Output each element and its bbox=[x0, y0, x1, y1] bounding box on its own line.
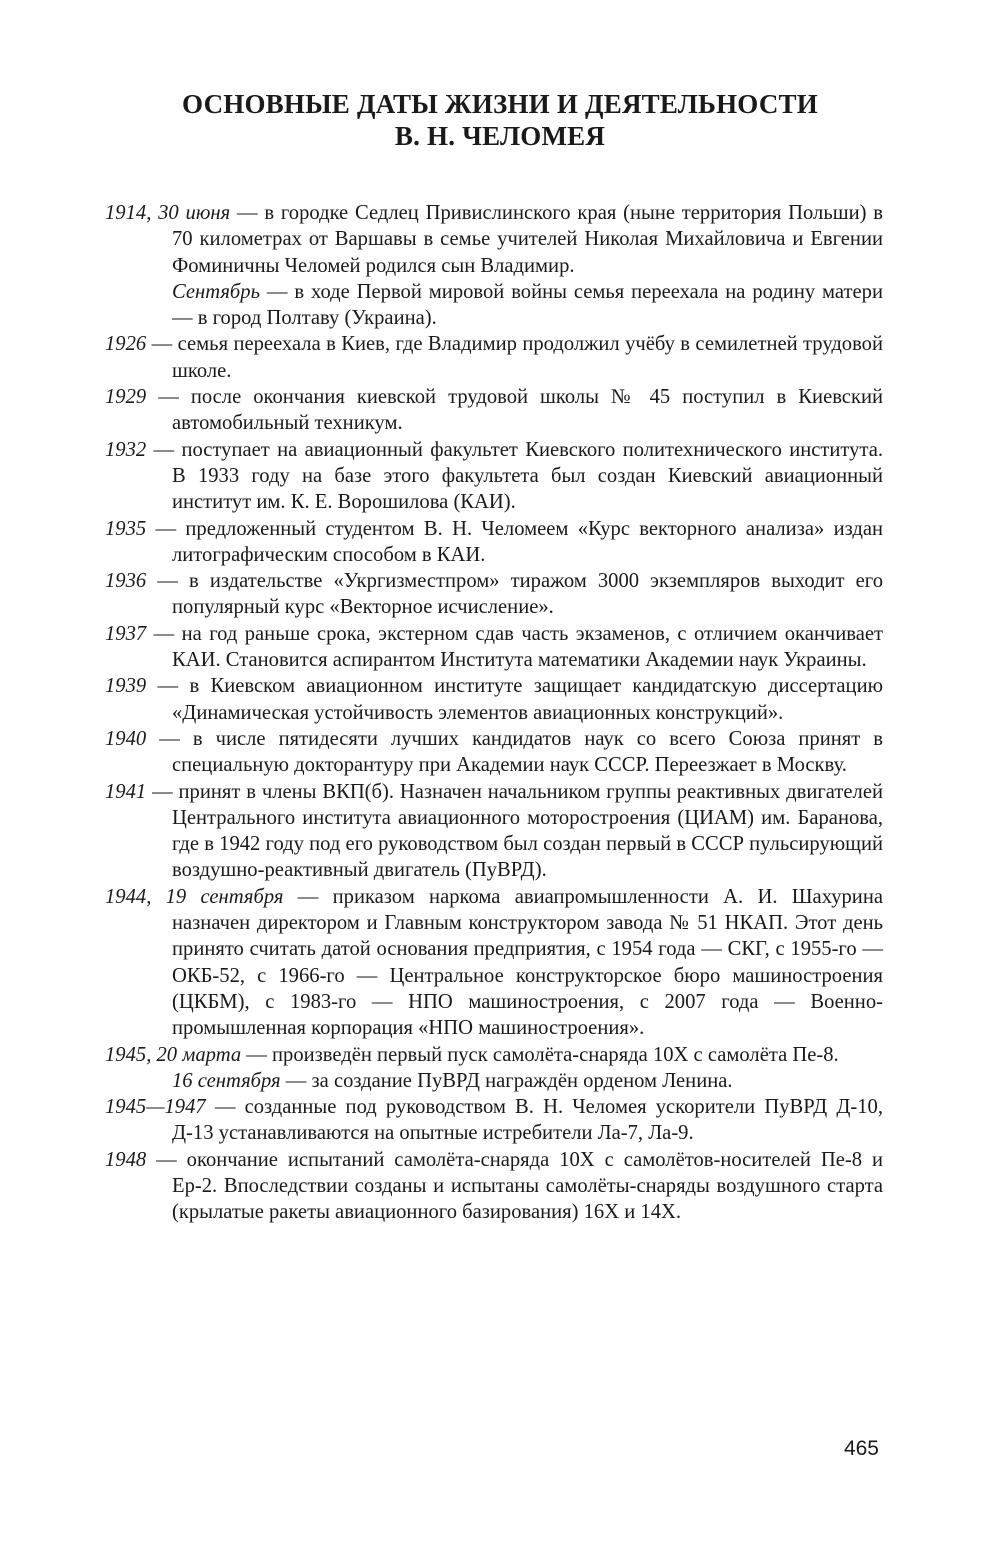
entry-date: Сентябрь bbox=[172, 280, 260, 303]
chronology-entry bbox=[105, 437, 883, 516]
entry-date: 1935 bbox=[105, 517, 147, 540]
chronology-entry bbox=[105, 1094, 883, 1147]
entry-date: 1944, 19 сентября bbox=[105, 885, 284, 908]
entry-date: 1929 bbox=[105, 386, 147, 409]
entry-text: — в издательстве «Укргизместпром» тиражом 3000 экземпляров выходит его популярный курс «Векторное исчисление». bbox=[146, 570, 883, 619]
chronology-entry bbox=[105, 779, 883, 884]
chronology-entry bbox=[105, 621, 883, 674]
chronology-entry bbox=[105, 884, 883, 1042]
entry-date: 1914, 30 июня bbox=[105, 202, 231, 224]
chronology-entry bbox=[105, 279, 883, 332]
page-number: 465 bbox=[843, 1437, 879, 1460]
page-title bbox=[0, 88, 1000, 152]
chronology-entry bbox=[105, 673, 883, 726]
entry-date: 1945, 20 марта bbox=[105, 1043, 242, 1066]
chronology-entry bbox=[105, 200, 883, 279]
entry-text: — произведён первый пуск самолёта-снаряда 10Х с самолёта Пе-8. bbox=[241, 1043, 839, 1066]
entry-date: 1941 bbox=[105, 780, 147, 803]
entry-date: 16 сентября bbox=[172, 1069, 281, 1092]
entry-date: 1932 bbox=[105, 438, 147, 461]
chronology-list bbox=[105, 200, 883, 1226]
entry-date: 1940 bbox=[105, 727, 147, 750]
chronology-entry bbox=[105, 1068, 883, 1094]
entry-text: — за создание ПуВРД награждён орденом Ленина. bbox=[280, 1069, 733, 1092]
title-line-1: ОСНОВНЫЕ ДАТЫ ЖИЗНИ И ДЕЯТЕЛЬНОСТИ bbox=[182, 89, 818, 119]
entry-text: — приказом наркома авиапромышленности А. И. Шахурина назначен директором и Главным конструктором завода № 51 НКАП. Этот день принято считать датой основания предприятия, с 1954 года — СКГ, с 1955-го — ОКБ-52, с 1966-го — Центральное конструкторское бюро машиностроения (ЦКБМ), с 1983-го — НПО машиностроения, с 2007 года — Военно-промышленная корпорация «НПО машиностроения». bbox=[172, 885, 883, 1040]
entry-date: 1939 bbox=[105, 675, 147, 698]
entry-text: — созданные под руководством В. Н. Челомея ускорители ПуВРД Д-10, Д-13 устанавливаются на опытные истребители Ла-7, Ла-9. bbox=[172, 1096, 883, 1145]
chronology-entry bbox=[105, 1147, 883, 1226]
entry-text: — после окончания киевской трудовой школы № 45 поступил в Киевский автомобильный техникум. bbox=[146, 386, 883, 435]
entry-date: 1926 bbox=[105, 333, 147, 356]
entry-text: — в Киевском авиационном институте защищает кандидатскую диссертацию «Динамическая устойчивость элементов авиационных конструкций». bbox=[146, 675, 883, 724]
entry-date: 1936 bbox=[105, 570, 147, 593]
entry-text: — поступает на авиационный факультет Киевского политехнического института. В 1933 году на базе этого факультета был создан Киевский авиационный институт им. К. Е. Ворошилова (КАИ). bbox=[146, 438, 883, 514]
chronology-entry bbox=[105, 516, 883, 569]
entry-date: 1937 bbox=[105, 622, 147, 645]
title-line-2: В. Н. ЧЕЛОМЕЯ bbox=[394, 121, 606, 151]
chronology-entry bbox=[105, 384, 883, 437]
entry-text: — окончание испытаний самолёта-снаряда 10Х с самолётов-носителей Пе-8 и Ер-2. Впоследствии созданы и испытаны самолёты-снаряды воздушного старта (крылатые ракеты авиационного базирования) 16Х и 14Х. bbox=[146, 1148, 883, 1224]
entry-text: — в ходе Первой мировой войны семья переехала на родину матери — в город Полтаву (Украина). bbox=[172, 280, 883, 330]
entry-text: — предложенный студентом В. Н. Челомеем «Курс векторного анализа» издан литографическим способом в КАИ. bbox=[146, 517, 883, 566]
chronology-entry bbox=[105, 331, 883, 384]
chronology-entry bbox=[105, 1042, 883, 1068]
entry-text: — семья переехала в Киев, где Владимир продолжил учёбу в семилетней трудовой школе. bbox=[146, 333, 883, 382]
entry-text: — принят в члены ВКП(б). Назначен начальником группы реактивных двигателей Центрального института авиационного моторостроения (ЦИАМ) им. Баранова, где в 1942 году под его руководством был создан первый в СССР пульсирующий воздушно-реактивный двигатель (ПуВРД). bbox=[146, 780, 883, 882]
chronology-entry bbox=[105, 568, 883, 621]
entry-text: — в числе пятидесяти лучших кандидатов наук со всего Союза принят в специальную докторантуру при Академии наук СССР. Переезжает в Москву. bbox=[146, 727, 883, 777]
entry-text: — на год раньше срока, экстерном сдав часть экзаменов, с отличием оканчивает КАИ. Становится аспирантом Института математики Академии наук Украины. bbox=[146, 622, 883, 672]
entry-date: 1948 bbox=[105, 1148, 147, 1171]
entry-text: — в городке Седлец Привислинского края (ныне территория Польши) в 70 километрах от Варшавы в семье учителей Николая Михайловича и Евгении Фоминичны Челомей родился сын Владимир. bbox=[172, 202, 883, 277]
entry-date: 1945—1947 bbox=[105, 1096, 206, 1119]
chronology-entry bbox=[105, 726, 883, 779]
